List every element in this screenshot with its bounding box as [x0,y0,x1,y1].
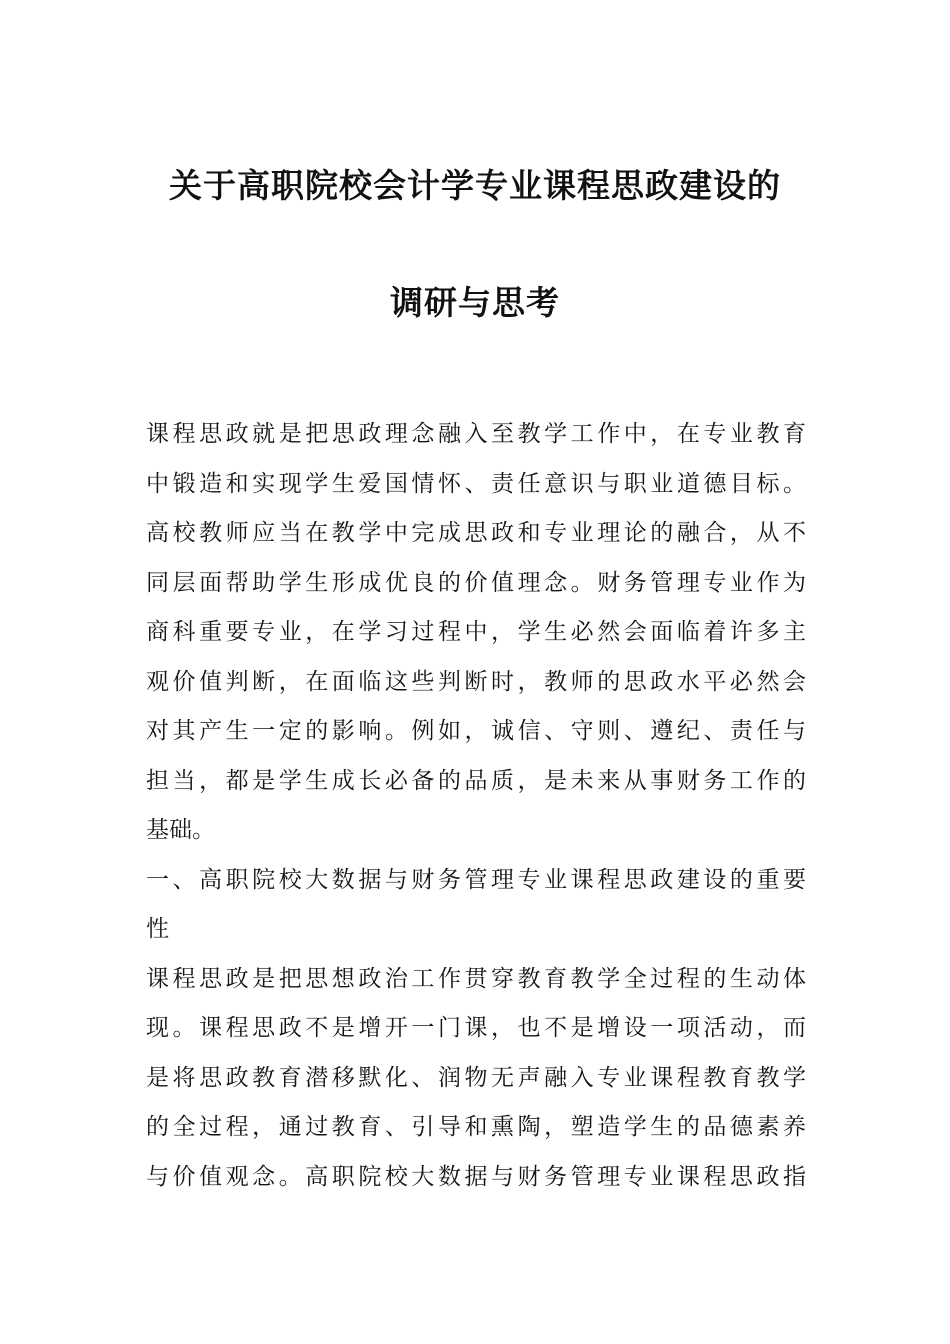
paragraph-1-line: 中锻造和实现学生爱国情怀、责任意识与职业道德目标。 [146,470,806,497]
paragraph-1-line: 担当，都是学生成长必备的品质，是未来从事财务工作的 [146,767,806,794]
document-title-line-2: 调研与思考 [390,283,560,322]
paragraph-2-line: 与价值观念。高职院校大数据与财务管理专业课程思政指 [146,1163,806,1190]
section-heading-line: 一、高职院校大数据与财务管理专业课程思政建设的重要 [146,866,806,893]
paragraph-1-line: 基础。 [146,817,215,843]
paragraph-1-line: 商科重要专业，在学习过程中，学生必然会面临着许多主 [146,619,806,645]
paragraph-2-line: 现。课程思政不是增开一门课，也不是增设一项活动，而 [146,1015,806,1041]
paragraph-1-line: 对其产生一定的影响。例如，诚信、守则、遵纪、责任与 [146,718,806,744]
paragraph-1-line: 观价值判断，在面临这些判断时，教师的思政水平必然会 [146,668,806,695]
document-body [146,410,806,1202]
paragraph-1-line: 高校教师应当在教学中完成思政和专业理论的融合，从不 [146,520,806,546]
paragraph-1-line: 课程思政就是把思政理念融入至教学工作中，在专业教育 [146,421,806,447]
paragraph-1-line: 同层面帮助学生形成优良的价值理念。财务管理专业作为 [146,569,806,596]
paragraph-2-line: 课程思政是把思想政治工作贯穿教育教学全过程的生动体 [146,965,806,992]
document-title-line-1: 关于高职院校会计学专业课程思政建设的 [169,166,781,205]
paragraph-2-line: 是将思政教育潜移默化、润物无声融入专业课程教育教学 [146,1064,806,1091]
paragraph-2-line: 的全过程，通过教育、引导和熏陶，塑造学生的品德素养 [146,1114,806,1140]
section-heading-line: 性 [146,916,169,942]
